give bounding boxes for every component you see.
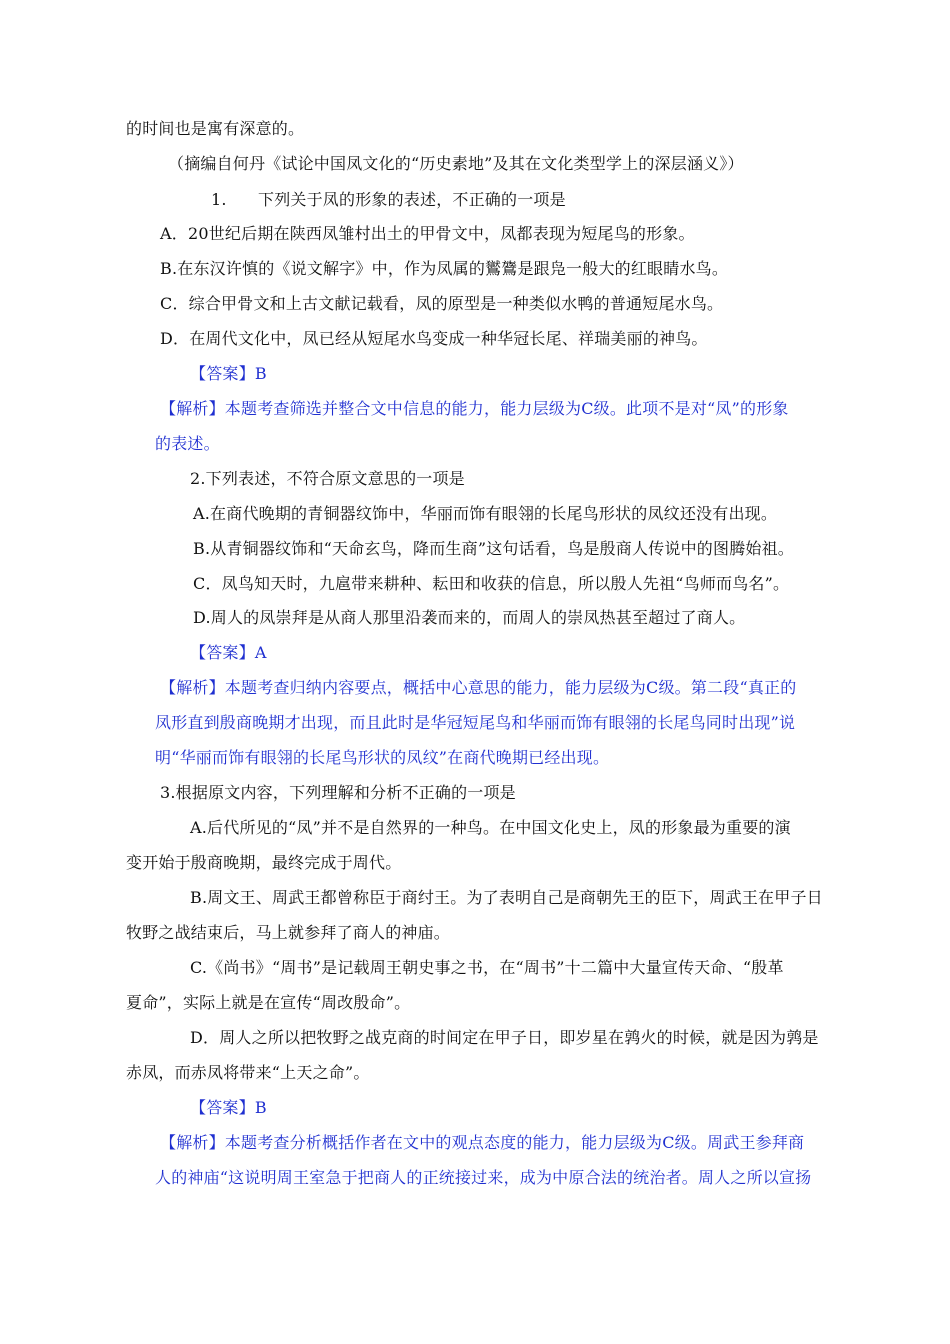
q2-answer-value: A bbox=[254, 643, 267, 662]
intro-line: 的时间也是寓有深意的。 bbox=[126, 119, 305, 138]
q1-answer-value: B bbox=[254, 364, 267, 383]
q3-option-c-line-2: 夏命”，实际上就是在宣传“周改殷命”。 bbox=[126, 993, 411, 1012]
q3-stem: 3.根据原文内容，下列理解和分析不正确的一项是 bbox=[160, 783, 516, 802]
q3-analysis-line-2: 人的神庙“这说明周王室急于把商人的正统接过来，成为中原合法的统治者。周人之所以宣扬 bbox=[155, 1168, 812, 1187]
q1-option-a: A．20世纪后期在陕西凤雏村出土的甲骨文中，凤都表现为短尾鸟的形象。 bbox=[160, 224, 695, 243]
q3-answer-label: 【答案】 bbox=[190, 1098, 255, 1117]
q1-analysis-line-2: 的表述。 bbox=[155, 434, 220, 453]
q3-answer-value: B bbox=[254, 1098, 267, 1117]
source-citation: （摘编自何丹《试论中国凤文化的“历史素地”及其在文化类型学上的深层涵义》） bbox=[168, 154, 744, 173]
q1-answer-label: 【答案】 bbox=[190, 364, 255, 383]
q3-analysis-line-1: 【解析】本题考查分析概括作者在文中的观点态度的能力，能力层级为C级。周武王参拜商 bbox=[160, 1133, 805, 1152]
q2-option-c: C．凤鸟知天时，九扈带来耕种、耘田和收获的信息，所以殷人先祖“鸟师而鸟名”。 bbox=[193, 574, 790, 593]
q3-option-d-line-2: 赤凤，而赤凤将带来“上天之命”。 bbox=[126, 1063, 370, 1082]
q3-option-d-line-1: D．周人之所以把牧野之战克商的时间定在甲子日，即岁星在鹑火的时候，就是因为鹑是 bbox=[190, 1028, 819, 1047]
q1-option-b: B.在东汉许慎的《说文解字》中，作为凤属的鸑鷟是跟凫一般大的红眼睛水鸟。 bbox=[160, 259, 729, 278]
q2-stem: 2.下列表述，不符合原文意思的一项是 bbox=[190, 469, 465, 488]
q3-option-c-line-1: C.《尚书》“周书”是记载周王朝史事之书，在“周书”十二篇中大量宣传天命、“殷革 bbox=[190, 958, 784, 977]
q2-answer-label: 【答案】 bbox=[190, 643, 255, 662]
q1-answer bbox=[190, 364, 267, 384]
q2-analysis-line-1: 【解析】本题考查归纳内容要点，概括中心意思的能力，能力层级为C级。第二段“真正的 bbox=[160, 678, 797, 697]
q3-option-b-line-2: 牧野之战结束后，马上就参拜了商人的神庙。 bbox=[126, 923, 451, 942]
q1-option-d: D．在周代文化中，凤已经从短尾水鸟变成一种华冠长尾、祥瑞美丽的神鸟。 bbox=[160, 329, 708, 348]
q3-answer bbox=[190, 1098, 267, 1118]
q2-answer bbox=[190, 643, 267, 663]
q2-option-b: B.从青铜器纹饰和“天命玄鸟，降而生商”这句话看，鸟是殷商人传说中的图腾始祖。 bbox=[193, 539, 795, 558]
q1-number: 1. bbox=[211, 190, 227, 209]
q1-analysis-line-1: 【解析】本题考查筛选并整合文中信息的能力，能力层级为C级。此项不是对“凤”的形象 bbox=[160, 399, 789, 418]
q1-option-c: C．综合甲骨文和上古文献记载看，凤的原型是一种类似水鸭的普通短尾水鸟。 bbox=[160, 294, 724, 313]
q1-stem: 下列关于凤的形象的表述，不正确的一项是 bbox=[258, 190, 566, 209]
q2-option-a: A.在商代晚期的青铜器纹饰中，华丽而饰有眼翎的长尾鸟形状的凤纹还没有出现。 bbox=[193, 504, 778, 523]
q2-analysis-line-3: 明“华丽而饰有眼翎的长尾鸟形状的凤纹”在商代晚期已经出现。 bbox=[155, 748, 610, 767]
q2-analysis-line-2: 凤形直到殷商晚期才出现，而且此时是华冠短尾鸟和华丽而饰有眼翎的长尾鸟同时出现”说 bbox=[155, 713, 796, 732]
q2-option-d: D.周人的凤崇拜是从商人那里沿袭而来的，而周人的崇凤热甚至超过了商人。 bbox=[193, 608, 746, 627]
q3-option-b-line-1: B.周文王、周武王都曾称臣于商纣王。为了表明自己是商朝先王的臣下，周武王在甲子日 bbox=[190, 888, 823, 907]
q3-option-a-line-1: A.后代所见的“凤”并不是自然界的一种鸟。在中国文化史上，凤的形象最为重要的演 bbox=[190, 818, 791, 837]
q3-option-a-line-2: 变开始于殷商晚期，最终完成于周代。 bbox=[126, 853, 402, 872]
